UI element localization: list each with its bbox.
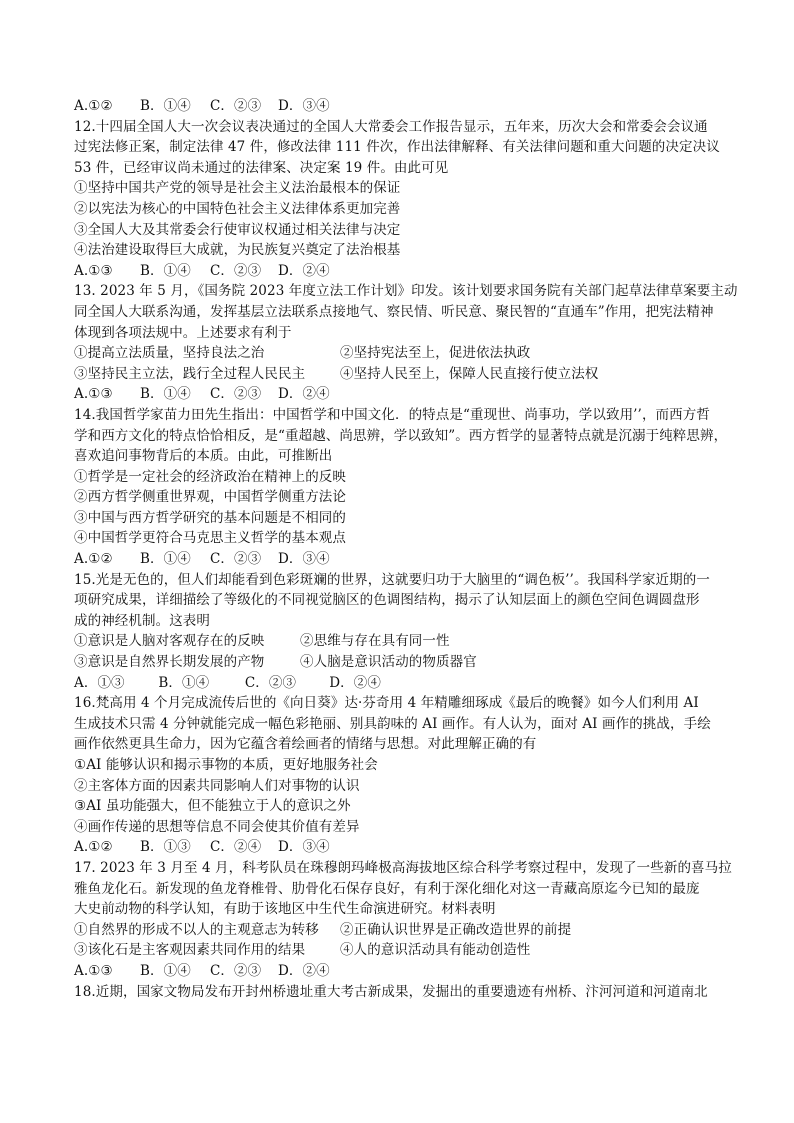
q11-options bbox=[74, 96, 724, 117]
q13-item: ①提高立法质量，坚持良法之治 bbox=[74, 345, 265, 362]
q13-item-row bbox=[74, 343, 724, 364]
q13-option-d: D．②④ bbox=[278, 386, 330, 403]
q13-item: ②坚持宪法至上，促进依法执政 bbox=[340, 345, 531, 362]
q15-item: ③意识是自然界长期发展的产物 bbox=[74, 654, 265, 671]
q12-option-d: D．②④ bbox=[278, 262, 330, 279]
q12-option-b: B．①④ bbox=[140, 262, 191, 279]
q11-option-a: A.①② bbox=[74, 98, 113, 114]
q15-stem-line: 成的神经机制。这表明 bbox=[74, 612, 210, 629]
q16-option-b: B．①③ bbox=[140, 839, 191, 856]
q11-option-b: B．①④ bbox=[140, 98, 191, 114]
q16-item: ④画作传递的思想等信息不同会使其价值有差异 bbox=[74, 818, 360, 835]
q15-item-row bbox=[74, 631, 724, 652]
q12-stem-line: 12.十四届全国人大一次会议表决通过的全国人大常委会工作报告显示，五年来，历次大会和常委会会议通 bbox=[74, 118, 708, 135]
q15-option-c: C．②③ bbox=[244, 674, 297, 691]
q12-item: ①坚持中国共产党的领导是社会主义法治最根本的保证 bbox=[74, 180, 401, 197]
q17-item-row bbox=[74, 940, 724, 961]
q14-item: ③中国与西方哲学研究的基本问题是不相同的 bbox=[74, 509, 346, 526]
q13-item: ③坚持民主立法，践行全过程人民民主 bbox=[74, 365, 306, 382]
q12-option-c: C．②③ bbox=[210, 262, 262, 279]
q17-item: ②正确认识世界是正确改造世界的前提 bbox=[340, 921, 572, 938]
q14-option-a: A.①② bbox=[74, 551, 113, 568]
q15-option-d: D．②④ bbox=[329, 674, 381, 691]
q17-option-b: B．①④ bbox=[140, 962, 191, 979]
q16-item: ③AI 虽功能强大，但不能独立于人的意识之外 bbox=[74, 798, 351, 815]
q16-item: ①AI 能够认识和揭示事物的本质，更好地服务社会 bbox=[74, 757, 378, 773]
question-16 bbox=[74, 693, 724, 858]
exam-page bbox=[74, 96, 738, 1002]
q15-item-row bbox=[74, 652, 724, 673]
q13-option-a: A.①③ bbox=[74, 386, 113, 403]
q12-stem-line: 过宪法修正案，制定法律 47 件，修改法律 111 件次，作出法律解释、有关法律问题和重大问题的决定决议 bbox=[74, 139, 720, 156]
q15-stem-line: 项研究成果，详细描绘了等级化的不同视觉脑区的色调图结构，揭示了认知层面上的颜色空间色调圆盘形 bbox=[74, 592, 700, 609]
q17-option-c: C．②③ bbox=[210, 962, 262, 979]
question-18 bbox=[74, 982, 724, 1003]
q15-options bbox=[74, 673, 724, 694]
q17-item: ④人的意识活动具有能动创造性 bbox=[340, 942, 531, 959]
q14-item: ④中国哲学更符合马克思主义哲学的基本观点 bbox=[74, 530, 346, 547]
q12-item: ③全国人大及其常委会行使审议权通过相关法律与决定 bbox=[74, 221, 401, 238]
q11-option-c: C．②③ bbox=[210, 98, 262, 114]
q16-options bbox=[74, 837, 724, 858]
question-17 bbox=[74, 858, 732, 982]
q15-option-b: B．①④ bbox=[158, 674, 210, 691]
q16-stem-line: 16.梵高用 4 个月完成流传后世的《向日葵》达·芬奇用 4 年精雕细琢成《最后的晚餐》如今人们利用 AI bbox=[74, 695, 699, 712]
q11-option-d: D．③④ bbox=[278, 98, 330, 114]
q15-item: ④人脑是意识活动的物质器官 bbox=[300, 654, 477, 671]
question-13 bbox=[74, 281, 738, 405]
q14-item: ②西方哲学侧重世界观，中国哲学侧重方法论 bbox=[74, 489, 346, 506]
q17-item: ③该化石是主客观因素共同作用的结果 bbox=[74, 942, 306, 959]
q16-stem-line: 画作依然更具生命力，因为它蕴含着绘画者的情绪与思想。对此理解正确的有 bbox=[74, 736, 537, 753]
q17-option-a: A.①③ bbox=[74, 962, 113, 979]
q14-option-c: C．②③ bbox=[210, 551, 262, 568]
q16-option-c: C．②④ bbox=[210, 839, 262, 856]
q13-stem-line: 同全国人大联系沟通，发挥基层立法联系点接地气、察民情、听民意、聚民智的“直通车”作用，把宪法精神 bbox=[74, 303, 714, 320]
q17-stem-line: 17. 2023 年 3 月至 4 月，科考队员在珠穆朗玛峰极高海拔地区综合科学考察过程中，发现了一些新的喜马拉 bbox=[74, 859, 732, 876]
q16-option-d: D．③④ bbox=[278, 839, 330, 856]
q17-item-row bbox=[74, 920, 724, 941]
q18-stem-line: 18.近期，国家文物局发布开封州桥遗址重大考古新成果，发掘出的重要遗迹有州桥、汴河河道和河道南北 bbox=[74, 983, 708, 1000]
q13-item-row bbox=[74, 364, 724, 385]
question-14 bbox=[74, 405, 728, 570]
q15-option-a: A．①③ bbox=[74, 674, 125, 691]
q17-options bbox=[74, 961, 724, 982]
q13-stem-line: 体现到各项法规中。上述要求有利于 bbox=[74, 324, 292, 341]
q14-option-d: D．③④ bbox=[278, 551, 330, 568]
q14-stem-line: 学和西方文化的特点恰恰相反，是“重超越、尚思辨，学以致知”。西方哲学的显著特点就是沉溺于纯粹思辨， bbox=[74, 427, 728, 444]
q14-stem-line: 喜欢追问事物背后的本质。由此，可推断出 bbox=[74, 448, 333, 465]
q13-option-b: B．①④ bbox=[140, 386, 191, 403]
q14-item: ①哲学是一定社会的经济政治在精神上的反映 bbox=[74, 468, 346, 485]
q15-item: ①意识是人脑对客观存在的反映 bbox=[74, 633, 265, 650]
q12-item: ②以宪法为核心的中国特色社会主义法律体系更加完善 bbox=[74, 200, 401, 217]
question-15 bbox=[74, 570, 724, 694]
q14-option-b: B．①④ bbox=[140, 551, 191, 568]
q16-option-a: A.①② bbox=[74, 839, 113, 856]
q13-option-c: C．②③ bbox=[210, 386, 262, 403]
q17-stem-line: 大史前动物的科学认知，有助于该地区中生代生命演进研究。材料表明 bbox=[74, 901, 496, 918]
q15-item: ②思维与存在具有同一性 bbox=[300, 633, 450, 650]
q12-item: ④法治建设取得巨大成就，为民族复兴奠定了法治根基 bbox=[74, 242, 401, 259]
q17-item: ①自然界的形成不以人的主观意志为转移 bbox=[74, 921, 319, 938]
q16-stem-line: 生成技术只需 4 分钟就能完成一幅色彩艳丽、别具韵味的 AI 画作。有人认为，面对 AI 画作的挑战，手绘 bbox=[74, 715, 711, 732]
question-12 bbox=[74, 117, 724, 282]
q13-stem-line: 13. 2023 年 5 月，《国务院 2023 年度立法工作计划》印发。该计划要求国务院有关部门起草法律草案要主动 bbox=[74, 283, 738, 300]
q16-item: ②主客体方面的因素共同影响人们对事物的认识 bbox=[74, 777, 360, 794]
q15-stem-line: 15.光是无色的，但人们却能看到色彩斑斓的世界，这就要归功于大脑里的“调色板’’。我国科学家近期的一 bbox=[74, 571, 710, 588]
q12-options bbox=[74, 261, 724, 282]
q13-item: ④坚持人民至上，保障人民直接行使立法权 bbox=[340, 365, 599, 382]
q13-options bbox=[74, 384, 724, 405]
q14-options bbox=[74, 549, 724, 570]
q17-option-d: D．②④ bbox=[278, 962, 330, 979]
q17-stem-line: 雅鱼龙化石。新发现的鱼龙脊椎骨、肋骨化石保存良好，有利于深化细化对这一青藏高原迄今已知的最庞 bbox=[74, 880, 700, 897]
q12-option-a: A.①③ bbox=[74, 262, 113, 279]
q12-stem-line: 53 件，已经审议尚未通过的法律案、决定案 19 件。由此可见 bbox=[74, 159, 449, 176]
q14-stem-line: 14.我国哲学家苗力田先生指出：中国哲学和中国文化．的特点是“重现世、尚事功，学以致用’’，而西方哲 bbox=[74, 406, 710, 423]
